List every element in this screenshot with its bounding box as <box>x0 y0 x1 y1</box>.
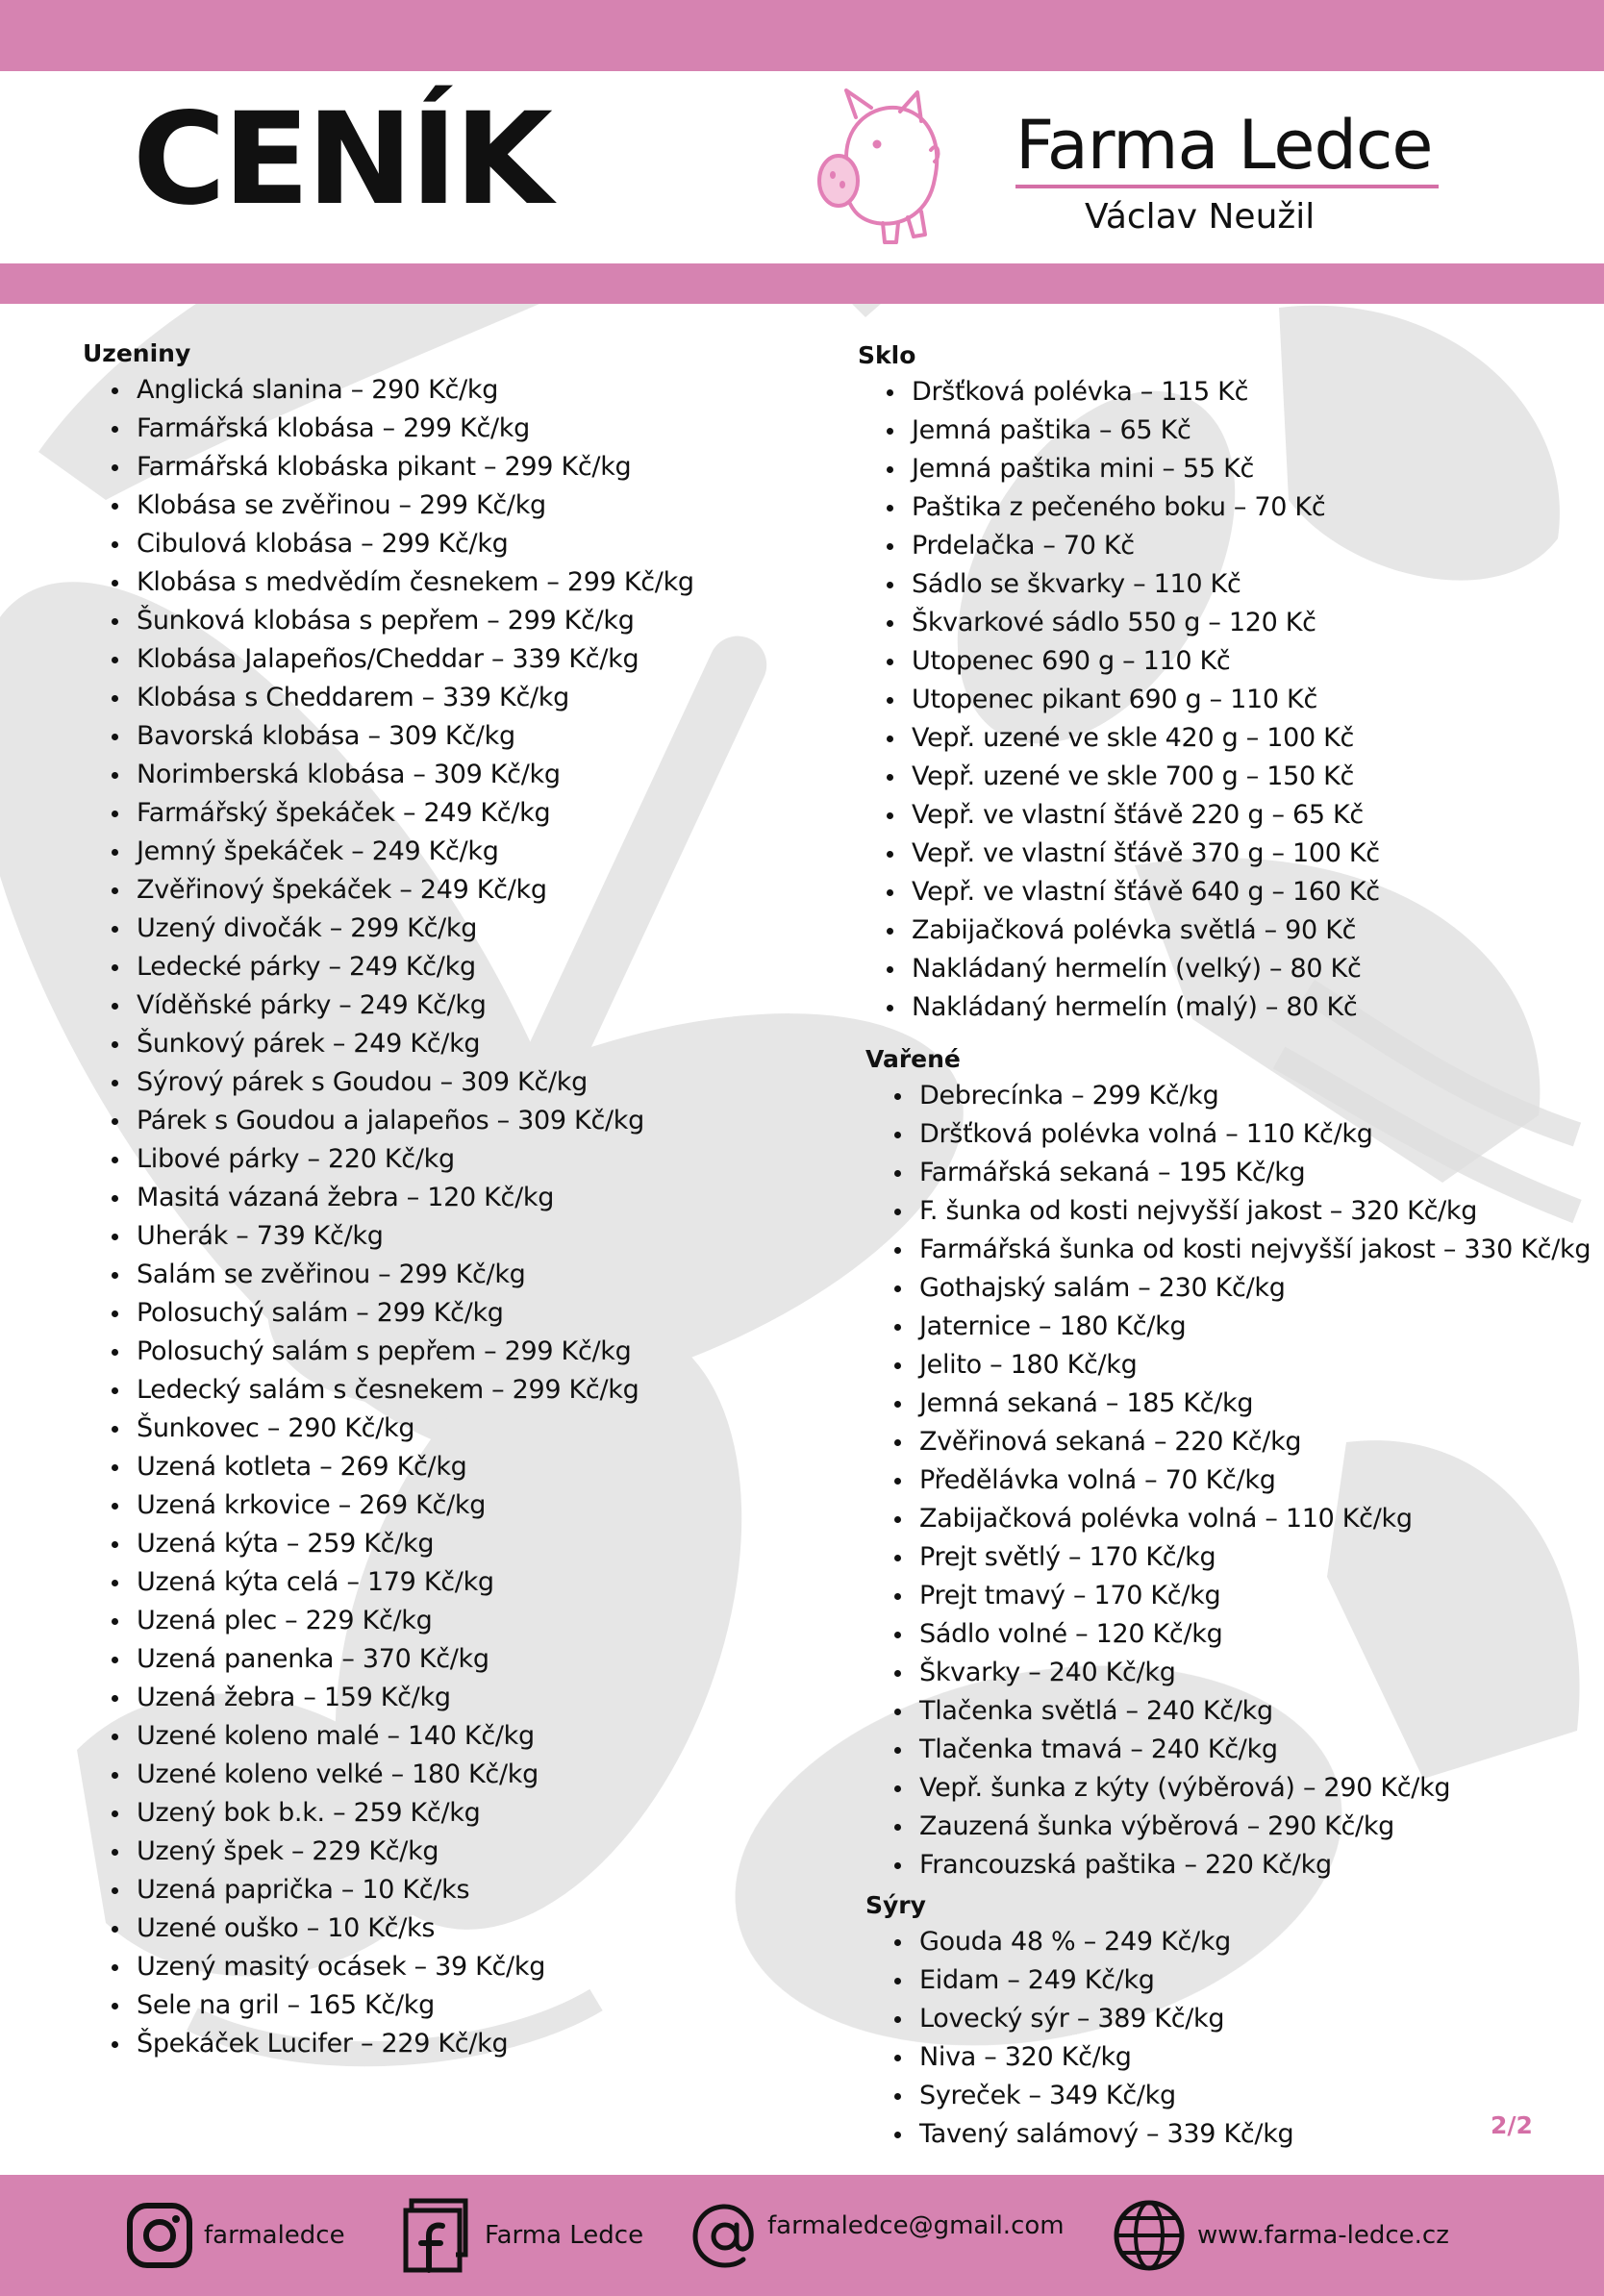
list-item: Uzený divočák – 299 Kč/kg <box>83 910 775 948</box>
instagram-icon <box>125 2201 194 2270</box>
list-item: Jelito – 180 Kč/kg <box>858 1346 1604 1385</box>
list-item: Šunkový párek – 249 Kč/kg <box>83 1025 775 1063</box>
globe-icon <box>1111 2197 1188 2274</box>
list-item: Vepř. uzené ve skle 700 g – 150 Kč <box>858 758 1604 796</box>
list-item: Gothajský salám – 230 Kč/kg <box>858 1269 1604 1308</box>
list-item: Tlačenka tmavá – 240 Kč/kg <box>858 1731 1604 1769</box>
list-item: Uzená plec – 229 Kč/kg <box>83 1602 775 1640</box>
list-item: Párek s Goudou a jalapeños – 309 Kč/kg <box>83 1102 775 1140</box>
list-item: Tlačenka světlá – 240 Kč/kg <box>858 1692 1604 1731</box>
list-item: Uzený masitý ocásek – 39 Kč/kg <box>83 1948 775 1986</box>
list-item: Vepř. ve vlastní šťávě 220 g – 65 Kč <box>858 796 1604 835</box>
brand-name: Farma Ledce <box>1015 106 1433 185</box>
list-item: Víděňské párky – 249 Kč/kg <box>83 986 775 1025</box>
list-item: Bavorská klobása – 309 Kč/kg <box>83 717 775 756</box>
list-item: Škvarky – 240 Kč/kg <box>858 1654 1604 1692</box>
instagram-handle[interactable]: farmaledce <box>204 2221 345 2250</box>
website-url[interactable]: www.farma-ledce.cz <box>1197 2221 1449 2250</box>
list-item: Škvarkové sádlo 550 g – 120 Kč <box>858 604 1604 642</box>
list-item: Polosuchý salám s pepřem – 299 Kč/kg <box>83 1333 775 1371</box>
list-item: Dršťková polévka volná – 110 Kč/kg <box>858 1115 1604 1154</box>
facebook-page[interactable]: Farma Ledce <box>485 2221 644 2250</box>
list-item: Lovecký sýr – 389 Kč/kg <box>858 2000 1604 2038</box>
list-item: Ledecký salám s česnekem – 299 Kč/kg <box>83 1371 775 1410</box>
list-item: Prdelačka – 70 Kč <box>858 527 1604 565</box>
list-item: Uzený bok b.k. – 259 Kč/kg <box>83 1794 775 1833</box>
list-item: Prejt tmavý – 170 Kč/kg <box>858 1577 1604 1615</box>
list-item: F. šunka od kosti nejvyšší jakost – 320 Kč/kg <box>858 1192 1604 1231</box>
footer-website[interactable] <box>1111 2194 1449 2277</box>
pig-icon <box>817 83 942 246</box>
list-item: Uzené ouško – 10 Kč/ks <box>83 1909 775 1948</box>
list-item: Zvěřinová sekaná – 220 Kč/kg <box>858 1423 1604 1461</box>
list-item: Jemná sekaná – 185 Kč/kg <box>858 1385 1604 1423</box>
list-item: Jemný špekáček – 249 Kč/kg <box>83 833 775 871</box>
list-item: Uzená kýta celá – 179 Kč/kg <box>83 1563 775 1602</box>
list-item: Uzená kýta – 259 Kč/kg <box>83 1525 775 1563</box>
list-item: Polosuchý salám – 299 Kč/kg <box>83 1294 775 1333</box>
section-title-syry: Sýry <box>865 1891 926 1919</box>
list-item: Klobása s Cheddarem – 339 Kč/kg <box>83 679 775 717</box>
list-item: Norimberská klobása – 309 Kč/kg <box>83 756 775 794</box>
list-item: Cibulová klobása – 299 Kč/kg <box>83 525 775 563</box>
list-item: Ledecké párky – 249 Kč/kg <box>83 948 775 986</box>
list-item: Utopenec 690 g – 110 Kč <box>858 642 1604 681</box>
list-item: Niva – 320 Kč/kg <box>858 2038 1604 2077</box>
list-item: Sele na gril – 165 Kč/kg <box>83 1986 775 2025</box>
brand-owner: Václav Neužil <box>1085 197 1316 237</box>
facebook-icon <box>402 2197 475 2274</box>
list-item: Syreček – 349 Kč/kg <box>858 2077 1604 2115</box>
list-item: Vepř. ve vlastní šťávě 370 g – 100 Kč <box>858 835 1604 873</box>
list-item: Uherák – 739 Kč/kg <box>83 1217 775 1256</box>
list-item: Libové párky – 220 Kč/kg <box>83 1140 775 1179</box>
list-item: Sádlo se škvarky – 110 Kč <box>858 565 1604 604</box>
list-item: Zabijačková polévka volná – 110 Kč/kg <box>858 1500 1604 1538</box>
list-item: Klobása s medvědím česnekem – 299 Kč/kg <box>83 563 775 602</box>
list-item: Předělávka volná – 70 Kč/kg <box>858 1461 1604 1500</box>
varene-list <box>858 1077 1604 1884</box>
list-item: Farmářská šunka od kosti nejvyšší jakost – 330 Kč/kg <box>858 1231 1604 1269</box>
at-sign-icon <box>690 2202 758 2269</box>
list-item: Dršťková polévka – 115 Kč <box>858 373 1604 412</box>
top-band <box>0 0 1604 71</box>
list-item: Farmářská klobáska pikant – 299 Kč/kg <box>83 448 775 487</box>
list-item: Jemná paštika – 65 Kč <box>858 412 1604 450</box>
section-title-uzeniny: Uzeniny <box>83 339 191 367</box>
footer-facebook[interactable] <box>402 2194 643 2277</box>
list-item: Nakládaný hermelín (malý) – 80 Kč <box>858 988 1604 1027</box>
list-item: Uzená paprička – 10 Kč/ks <box>83 1871 775 1909</box>
list-item: Uzená žebra – 159 Kč/kg <box>83 1679 775 1717</box>
list-item: Sádlo volné – 120 Kč/kg <box>858 1615 1604 1654</box>
list-item: Vepř. uzené ve skle 420 g – 100 Kč <box>858 719 1604 758</box>
footer-instagram[interactable] <box>125 2194 345 2277</box>
list-item: Špekáček Lucifer – 229 Kč/kg <box>83 2025 775 2063</box>
list-item: Debrecínka – 299 Kč/kg <box>858 1077 1604 1115</box>
footer-email[interactable] <box>690 2194 1065 2277</box>
list-item: Nakládaný hermelín (velký) – 80 Kč <box>858 950 1604 988</box>
header-divider-band <box>0 263 1604 304</box>
list-item: Francouzská paštika – 220 Kč/kg <box>858 1846 1604 1884</box>
varene-section <box>858 1042 1604 2154</box>
page-number: 2/2 <box>1491 2111 1533 2139</box>
list-item: Šunkovec – 290 Kč/kg <box>83 1410 775 1448</box>
list-item: Zabijačková polévka světlá – 90 Kč <box>858 911 1604 950</box>
email-address[interactable]: farmaledce@gmail.com <box>767 2211 1065 2240</box>
list-item: Farmářský špekáček – 249 Kč/kg <box>83 794 775 833</box>
list-item: Klobása Jalapeños/Cheddar – 339 Kč/kg <box>83 640 775 679</box>
list-item: Vepř. šunka z kýty (výběrová) – 290 Kč/kg <box>858 1769 1604 1808</box>
list-item: Farmářská klobása – 299 Kč/kg <box>83 410 775 448</box>
page-title: CENÍK <box>133 86 550 234</box>
list-item: Tavený salámový – 339 Kč/kg <box>858 2115 1604 2154</box>
list-item: Klobása se zvěřinou – 299 Kč/kg <box>83 487 775 525</box>
list-item: Uzená panenka – 370 Kč/kg <box>83 1640 775 1679</box>
section-title-sklo: Sklo <box>858 341 916 369</box>
list-item: Masitá vázaná žebra – 120 Kč/kg <box>83 1179 775 1217</box>
list-item: Šunková klobása s pepřem – 299 Kč/kg <box>83 602 775 640</box>
list-item: Uzená kotleta – 269 Kč/kg <box>83 1448 775 1486</box>
list-item: Uzené koleno velké – 180 Kč/kg <box>83 1756 775 1794</box>
list-item: Paštika z pečeného boku – 70 Kč <box>858 488 1604 527</box>
list-item: Prejt světlý – 170 Kč/kg <box>858 1538 1604 1577</box>
list-item: Jaternice – 180 Kč/kg <box>858 1308 1604 1346</box>
sklo-list <box>858 373 1604 1027</box>
brand-logo <box>817 77 1452 250</box>
list-item: Zvěřinový špekáček – 249 Kč/kg <box>83 871 775 910</box>
list-item: Salám se zvěřinou – 299 Kč/kg <box>83 1256 775 1294</box>
list-item: Uzené koleno malé – 140 Kč/kg <box>83 1717 775 1756</box>
right-column <box>858 338 1604 2154</box>
list-item: Zauzená šunka výběrová – 290 Kč/kg <box>858 1808 1604 1846</box>
list-item: Vepř. ve vlastní šťávě 640 g – 160 Kč <box>858 873 1604 911</box>
list-item: Utopenec pikant 690 g – 110 Kč <box>858 681 1604 719</box>
list-item: Eidam – 249 Kč/kg <box>858 1961 1604 2000</box>
left-column <box>83 337 775 2063</box>
list-item: Farmářská sekaná – 195 Kč/kg <box>858 1154 1604 1192</box>
list-item: Anglická slanina – 290 Kč/kg <box>83 371 775 410</box>
brand-underline <box>1015 185 1439 188</box>
list-item: Sýrový párek s Goudou – 309 Kč/kg <box>83 1063 775 1102</box>
uzeniny-list <box>83 371 775 2063</box>
section-title-varene: Vařené <box>865 1045 961 1073</box>
list-item: Jemná paštika mini – 55 Kč <box>858 450 1604 488</box>
list-item: Uzená krkovice – 269 Kč/kg <box>83 1486 775 1525</box>
list-item: Uzený špek – 229 Kč/kg <box>83 1833 775 1871</box>
list-item: Gouda 48 % – 249 Kč/kg <box>858 1923 1604 1961</box>
